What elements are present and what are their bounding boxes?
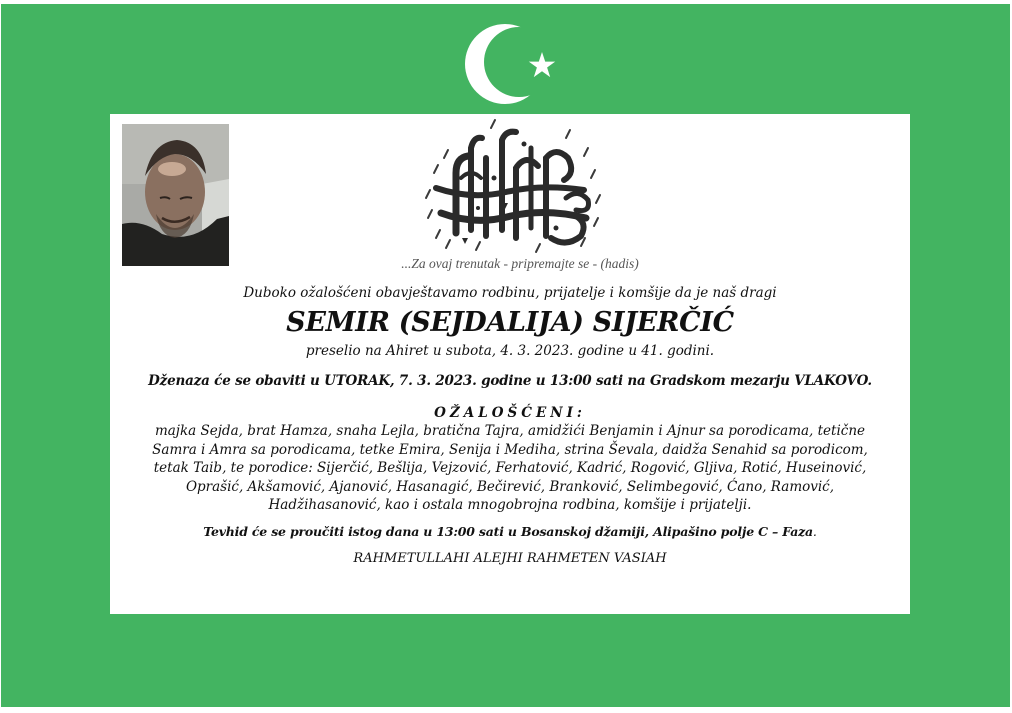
green-background-frame [1,4,1010,707]
mourners-line: Samra i Amra sa porodicama, tetke Emira, Senija i Mediha, strina Ševala, daidža Senahid sa porodicom, [152,441,868,458]
mourners-list [130,422,890,515]
hadith-caption: ...Za ovaj trenutak - pripremajte se - (hadis) [401,256,639,271]
funeral-info: Dženaza će se obaviti u UTORAK, 7. 3. 2023. godine u 13:00 sati na Gradskom mezarju VLAKOVO. [148,373,872,389]
mourners-line: tetak Taib, te porodice: Sijerčić, Bešlija, Vejzović, Ferhatović, Kadrić, Rogović, Gljiva, Rotić, Huseinović, [153,460,867,476]
crescent-and-star-icon [463,18,559,110]
closing-prayer: RAHMETULLAHI ALEJHI RAHMETEN VASIAH [353,550,667,566]
mourners-heading: OŽALOŠĆENI: [434,405,586,421]
mourners-line: Oprašić, Akšamović, Ajanović, Hasanagić, Bečirević, Branković, Selimbegović, Ćano, Ramović, [185,478,835,495]
mourners-line: majka Sejda, brat Hamza, snaha Lejla, bratična Tajra, amidžići Benjamin i Ajnur sa porodicama, tetične [154,423,866,439]
arabic-calligraphy-icon [416,118,606,258]
obituary-text [110,284,910,568]
passing-date-text: preselio na Ahiret u subota, 4. 3. 2023. godine u 41. godini. [305,343,715,359]
tevhid-info [110,523,910,541]
portrait-photo [122,124,229,266]
tevhid-period: . [812,523,817,539]
deceased-name: SEMIR (SEJDALIJA) SIJERČIĆ [286,307,734,338]
tevhid-text: Tevhid će se proučiti istog dana u 13:00 sati u Bosanskoj džamiji, Alipašino polje C – Faza [203,523,813,539]
intro-text: Duboko ožalošćeni obavještavamo rodbinu, prijatelje i komšije da je naš dragi [243,285,777,301]
obituary-panel [110,114,910,614]
mourners-line: Hadžihasanović, kao i ostala mnogobrojna rodbina, komšije i prijatelji. [268,497,752,513]
